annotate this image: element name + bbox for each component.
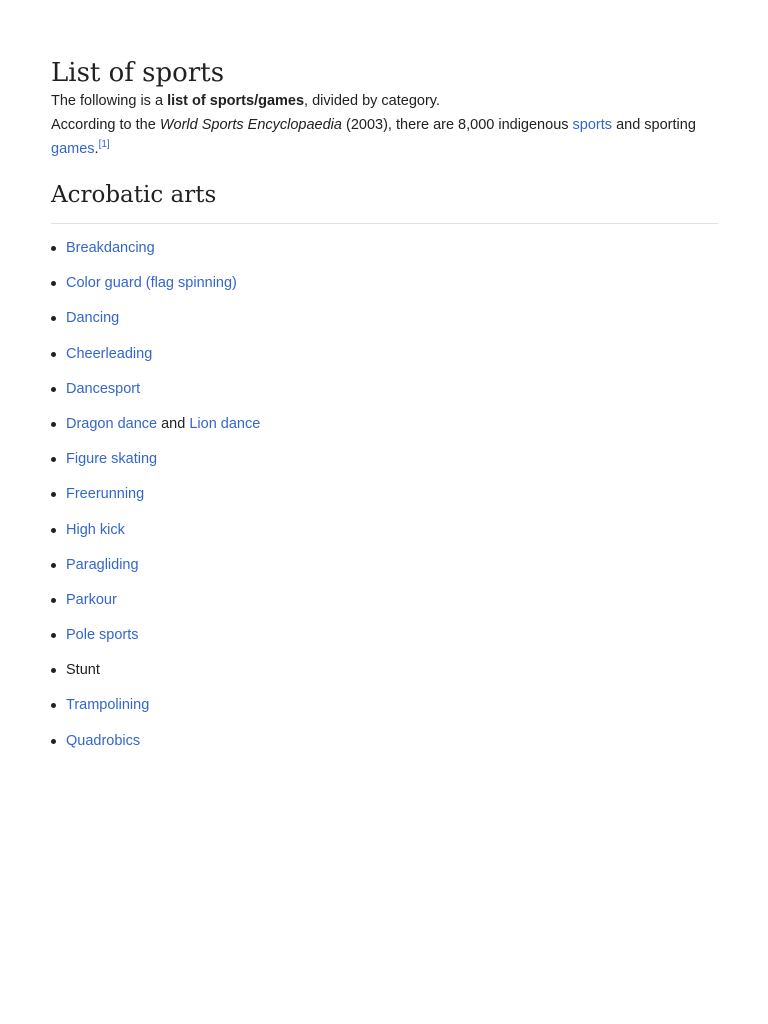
book-title: World Sports Encyclopaedia	[159, 117, 342, 133]
bullet-icon	[51, 598, 56, 603]
sport-link[interactable]: Parkour	[66, 591, 117, 608]
sports-link[interactable]: sports	[572, 117, 613, 133]
list-item	[51, 623, 718, 647]
paragraph-text: (2003), there are 8,000 indigenous	[341, 117, 573, 133]
list-item	[51, 306, 718, 330]
bullet-icon	[51, 492, 56, 497]
sport-link[interactable]: Pole sports	[66, 627, 139, 644]
games-link[interactable]: games	[51, 141, 95, 157]
reference-link[interactable]: [1]	[98, 139, 110, 151]
sport-link[interactable]: Lion dance	[189, 415, 261, 432]
bullet-icon	[51, 668, 56, 673]
sport-link[interactable]: Dancing	[66, 310, 120, 327]
sport-link[interactable]: Dragon dance	[66, 415, 158, 432]
bullet-icon	[51, 246, 56, 251]
paragraph-text: .	[94, 141, 99, 157]
intro-text: , divided by category.	[304, 93, 440, 109]
list-item	[51, 658, 718, 682]
sport-link[interactable]: Quadrobics	[66, 732, 141, 749]
list-item	[51, 342, 718, 366]
intro-bold-text: list of sports/games	[167, 93, 305, 109]
bullet-icon	[51, 316, 56, 321]
list-item	[51, 271, 718, 295]
bullet-icon	[51, 528, 56, 533]
list-item	[51, 553, 718, 577]
list-item	[51, 236, 718, 260]
sport-link[interactable]: Figure skating	[66, 451, 158, 468]
list-item	[51, 447, 718, 471]
sports-list	[51, 236, 718, 753]
list-item	[51, 729, 718, 753]
sport-link[interactable]: Freerunning	[66, 486, 145, 503]
encyclopaedia-paragraph	[51, 113, 718, 161]
bullet-icon	[51, 703, 56, 708]
sport-link[interactable]: Paragliding	[66, 556, 139, 573]
list-item	[51, 588, 718, 612]
intro-text: The following is a	[51, 93, 168, 109]
sport-link[interactable]: Color guard (flag spinning)	[66, 275, 237, 292]
sport-link[interactable]: Breakdancing	[66, 240, 155, 256]
bullet-icon	[51, 281, 56, 286]
page-title: List of sports	[51, 58, 225, 88]
bullet-icon	[51, 422, 56, 427]
bullet-icon	[51, 457, 56, 462]
bullet-icon	[51, 563, 56, 568]
paragraph-text: According to the	[51, 117, 160, 133]
bullet-icon	[51, 387, 56, 392]
intro-paragraph	[51, 89, 718, 113]
list-item	[51, 518, 718, 542]
paragraph-text: and sporting	[612, 117, 696, 133]
list-item	[51, 482, 718, 506]
bullet-icon	[51, 739, 56, 744]
sport-link[interactable]: Dancesport	[66, 380, 141, 397]
list-item	[51, 693, 718, 717]
sport-link[interactable]: Cheerleading	[66, 345, 153, 362]
sport-link[interactable]: Trampolining	[66, 697, 150, 714]
list-item	[51, 377, 718, 401]
conjunction-text: and	[157, 415, 190, 432]
bullet-icon	[51, 633, 56, 638]
bullet-icon	[51, 352, 56, 357]
sport-link[interactable]: High kick	[66, 521, 125, 538]
sport-text: Stunt	[66, 662, 100, 679]
section-heading: Acrobatic arts	[51, 180, 718, 224]
list-item	[51, 412, 718, 436]
